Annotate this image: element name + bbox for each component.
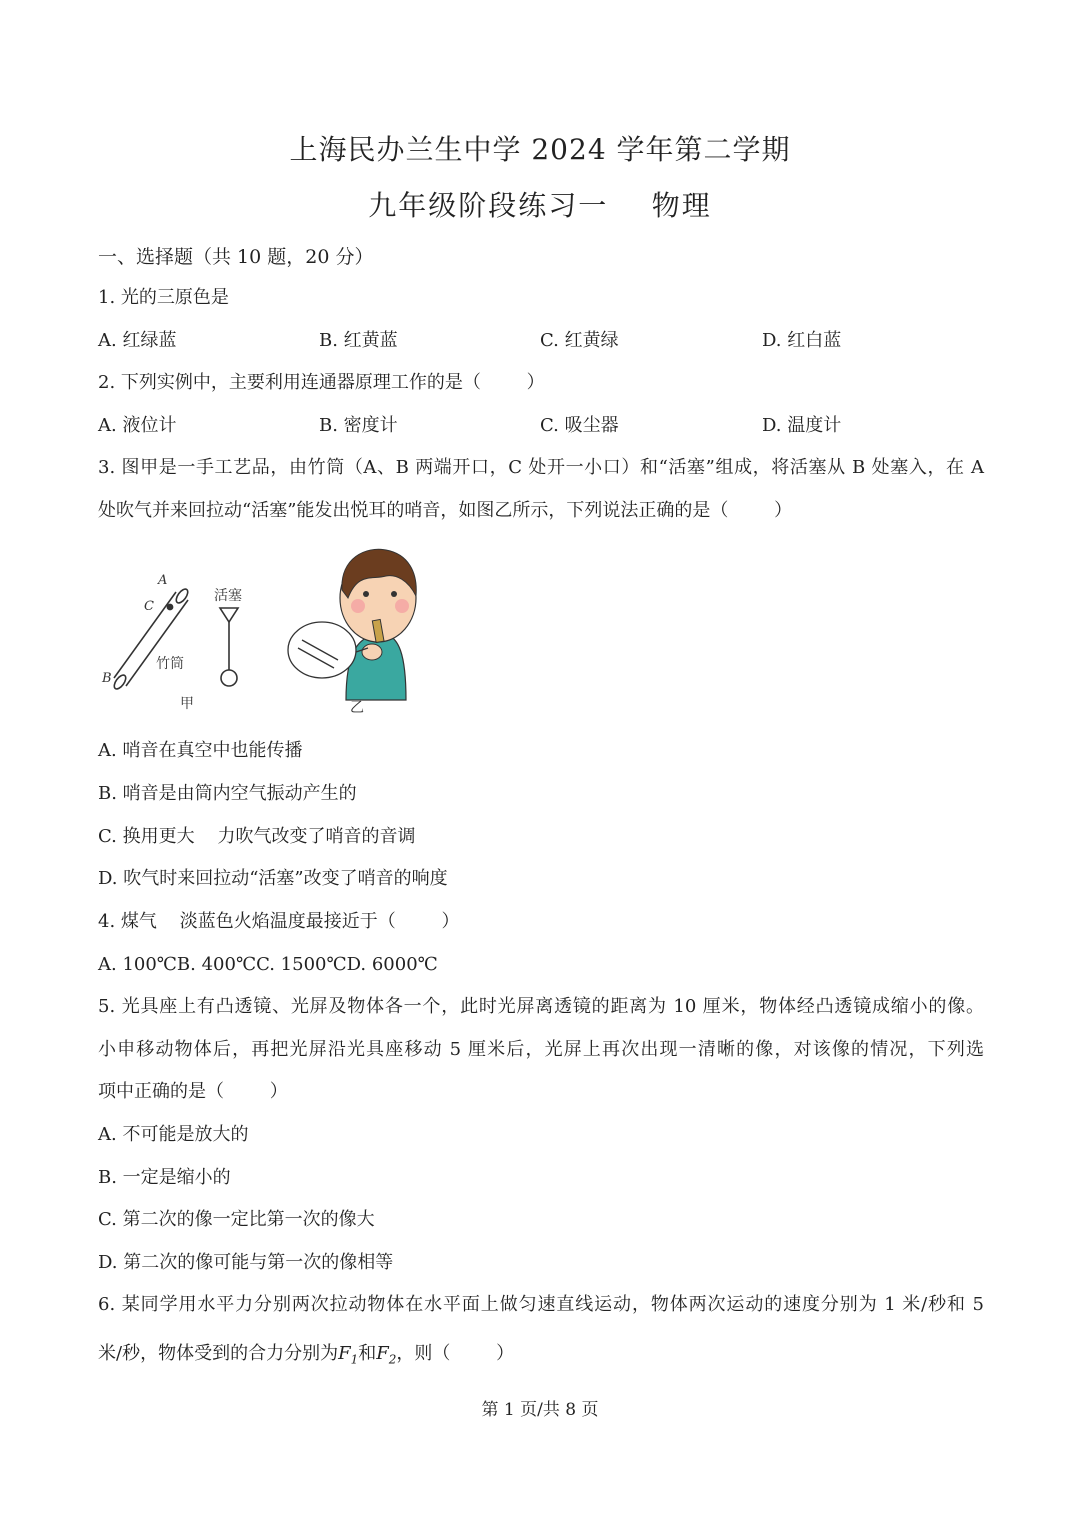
label-a: A xyxy=(158,573,168,588)
piston-illustration xyxy=(220,608,238,686)
question-1-option-a: A. 红绿蓝 xyxy=(98,330,177,351)
section-heading: 一、选择题（共 10 题，20 分） xyxy=(98,246,374,268)
conjunction: 和 xyxy=(358,1343,377,1364)
question-5-stem-line-2: 小申移动物体后，再把光屏沿光具座移动 5 厘米后，光屏上再次出现一清晰的像，对该像的情况，下列选 xyxy=(98,1039,984,1060)
question-2-option-b: B. 密度计 xyxy=(319,415,398,436)
question-5-option-c: C. 第二次的像一定比第一次的像大 xyxy=(98,1209,375,1230)
label-c: C xyxy=(144,599,154,614)
question-2-option-c: C. 吸尘器 xyxy=(540,415,619,436)
label-b: B xyxy=(102,671,112,686)
caption-yi: 乙 xyxy=(350,700,364,716)
exam-title: 上海民办兰生中学 2024 学年第二学期 xyxy=(289,133,791,166)
question-6-stem-text: 米/秒，物体受到的合力分别为 xyxy=(98,1343,339,1364)
exam-subtitle: 九年级阶段练习一 物理 xyxy=(368,189,712,222)
page-footer: 第 1 页/共 8 页 xyxy=(481,1400,599,1420)
question-4-stem: 4. 煤气 淡蓝色火焰温度最接近于（ ） xyxy=(98,911,460,932)
question-6-tail: ，则（ ） xyxy=(396,1343,515,1364)
question-3-figure xyxy=(96,540,456,720)
question-3-stem-line-1: 3. 图甲是一手工艺品，由竹筒（A、B 两端开口，C 处开一小口）和“活塞”组成，将活塞从 B 处塞入，在 A xyxy=(98,457,984,478)
question-6-stem-line-1: 6. 某同学用水平力分别两次拉动物体在水平面上做匀速直线运动，物体两次运动的速度分别为 1 米/秒和 5 xyxy=(98,1294,984,1315)
question-2-option-d: D. 温度计 xyxy=(762,415,842,436)
boy-illustration xyxy=(340,549,416,700)
question-4-options: A. 100℃B. 400℃C. 1500℃D. 6000℃ xyxy=(98,954,438,975)
question-1-option-d: D. 红白蓝 xyxy=(762,330,842,351)
question-3-option-d: D. 吹气时来回拉动“活塞”改变了哨音的响度 xyxy=(98,868,448,889)
caption-jia: 甲 xyxy=(180,696,194,712)
question-2-option-a: A. 液位计 xyxy=(98,415,177,436)
question-5-stem-line-3: 项中正确的是（ ） xyxy=(98,1081,288,1102)
label-tube: 竹筒 xyxy=(156,656,184,672)
question-3-option-c: C. 换用更大 力吹气改变了哨音的音调 xyxy=(98,826,416,847)
question-2-stem: 2. 下列实例中，主要利用连通器原理工作的是（ ） xyxy=(98,372,545,393)
force-symbol-f2: $F_2$ xyxy=(376,1343,397,1367)
question-5-option-a: A. 不可能是放大的 xyxy=(98,1124,249,1145)
question-5-option-b: B. 一定是缩小的 xyxy=(98,1167,231,1188)
force-symbol-f1: $F_1$ xyxy=(338,1343,359,1367)
question-3-option-a: A. 哨音在真空中也能传播 xyxy=(98,740,303,761)
question-6-stem-line-2 xyxy=(98,1342,514,1372)
question-3-stem-line-2: 处吹气并来回拉动“活塞”能发出悦耳的哨音，如图乙所示，下列说法正确的是（ ） xyxy=(98,500,793,521)
question-5-stem-line-1: 5. 光具座上有凸透镜、光屏及物体各一个，此时光屏离透镜的距离为 10 厘米，物体经凸透镜成缩小的像。 xyxy=(98,996,984,1017)
question-3-option-b: B. 哨音是由筒内空气振动产生的 xyxy=(98,783,357,804)
question-1-option-c: C. 红黄绿 xyxy=(540,330,619,351)
label-piston: 活塞 xyxy=(214,588,242,604)
question-1-stem: 1. 光的三原色是 xyxy=(98,287,229,308)
question-1-option-b: B. 红黄蓝 xyxy=(319,330,398,351)
question-5-option-d: D. 第二次的像可能与第一次的像相等 xyxy=(98,1252,394,1273)
